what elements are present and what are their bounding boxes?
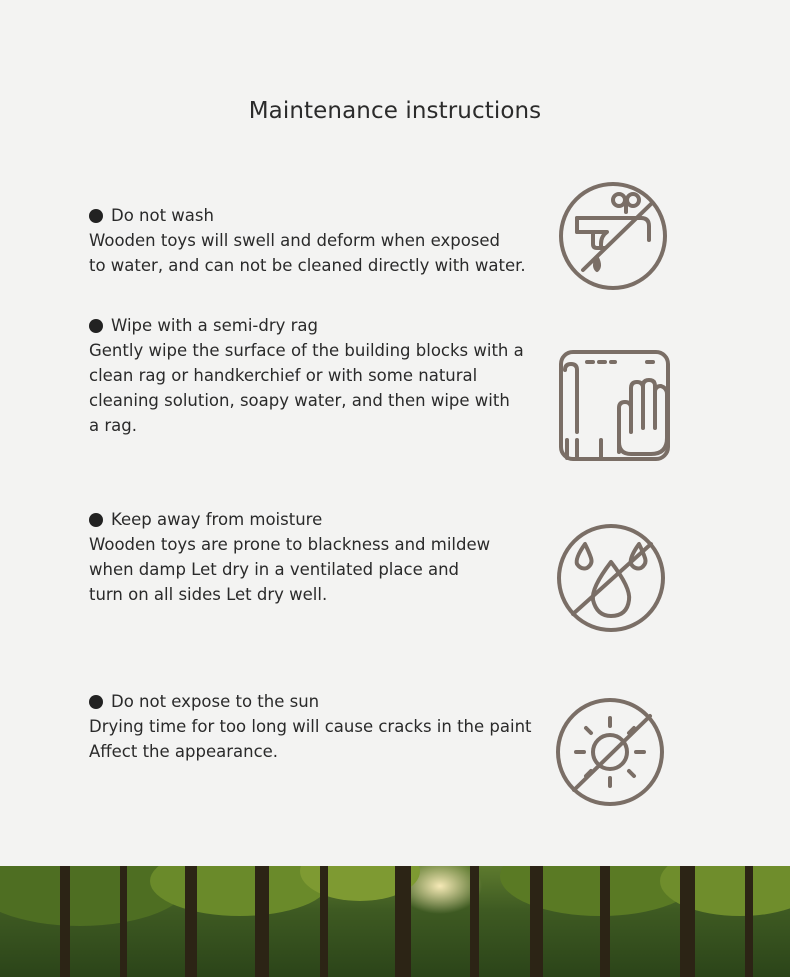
instruction-do-not-wash [89,203,559,278]
hand-wipe-rag-icon [557,348,672,463]
instruction-body: Gently wipe the surface of the building blocks with a clean rag or handkerchief or with some natural cleaning solution, soapy water, and then wipe with a rag. [89,341,524,435]
bullet-icon [89,695,103,709]
instruction-body: Wooden toys are prone to blackness and mildew when damp Let dry in a ventilated place and turn on all sides Let dry well. [89,535,491,604]
instruction-body: Drying time for too long will cause cracks in the paint Affect the appearance. [89,717,532,761]
instruction-heading: Wipe with a semi-dry rag [111,316,319,335]
page-title: Maintenance instructions [248,98,542,124]
instruction-body: Wooden toys will swell and deform when exposed to water, and can not be cleaned directly with water. [89,231,526,275]
bullet-icon [89,209,103,223]
instruction-heading: Keep away from moisture [111,510,323,529]
no-tap-water-icon [557,180,669,292]
instruction-wipe-rag [89,313,559,438]
bullet-icon [89,513,103,527]
forest-photo [0,866,790,977]
instruction-no-sun [89,689,559,764]
bullet-icon [89,319,103,333]
no-sun-icon [554,696,666,808]
instruction-heading: Do not wash [111,206,214,225]
no-water-drops-icon [555,522,667,634]
instruction-keep-away-moisture [89,507,559,607]
instruction-heading: Do not expose to the sun [111,692,320,711]
